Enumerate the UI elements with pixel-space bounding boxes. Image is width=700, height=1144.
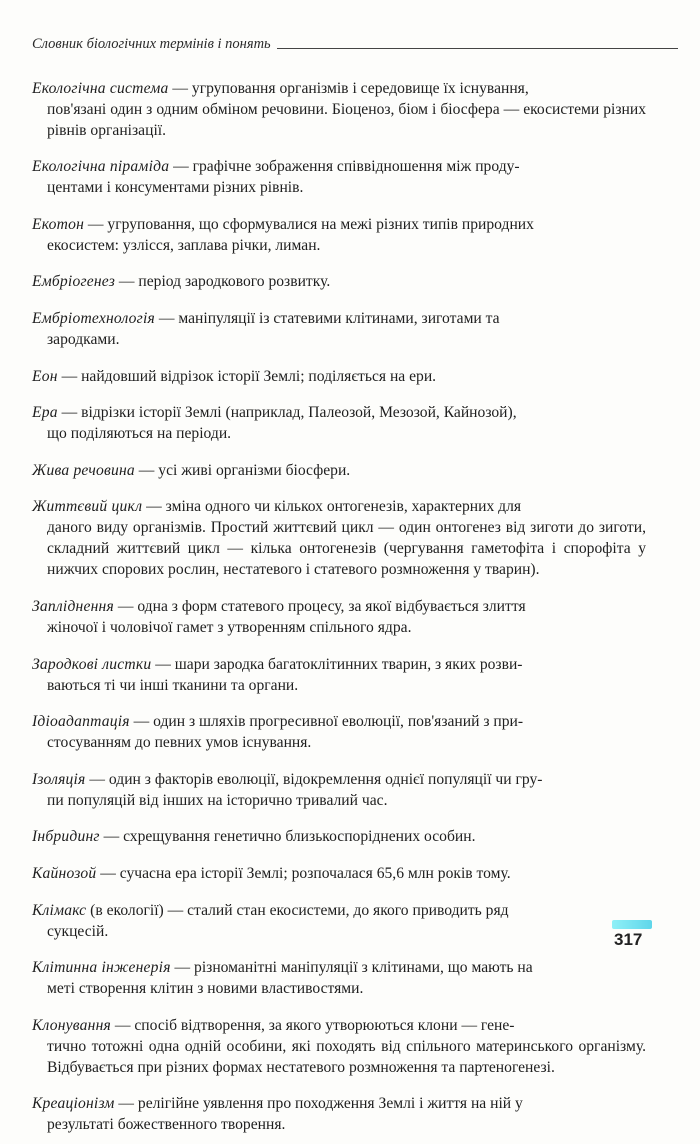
glossary-entry xyxy=(32,366,646,387)
entry-definition-rest: меті створення клітин з новими властивостями. xyxy=(47,980,364,998)
glossary-entry xyxy=(32,402,646,444)
glossary-entry xyxy=(32,308,646,350)
entry-definition-first: — схрещування генетично близькоспоріднених особин. xyxy=(99,828,476,846)
entry-term: Екотон xyxy=(32,215,85,233)
entry-term: Кайнозой xyxy=(32,864,97,882)
entry-term: Екологічна піраміда xyxy=(32,158,170,176)
entry-definition-rest: пов'язані один з одним обміном речовини. Біоценоз, біом і біосфера — екосистеми різних рівнів організації. xyxy=(47,100,646,139)
glossary-entry xyxy=(32,78,646,141)
glossary-entry xyxy=(32,271,646,292)
entry-term: Ембріотехнологія xyxy=(32,309,155,327)
entry-definition-first: (в екології) — сталий стан екосистеми, до якого приводить ряд xyxy=(86,901,509,919)
entry-definition-rest: що поділяються на періоди. xyxy=(47,425,232,443)
entry-definition-first: — графічне зображення співвідношення між проду- xyxy=(169,158,520,176)
entry-term: Запліднення xyxy=(32,597,114,615)
page-number-tab xyxy=(612,920,652,929)
entry-definition-rest: даного виду організмів. Простий життєвий цикл — один онтогенез від зиготи до зиготи, складний життєвий цикл — кілька онтогенезів (чергування гаметофіта і спорофіта у нижчих спорових рослин, нестатевого і статевого розмноження у тварин). xyxy=(47,519,646,579)
glossary-entry xyxy=(32,214,646,256)
entry-term: Клонування xyxy=(32,1016,111,1034)
glossary-entry xyxy=(32,596,646,638)
header-rule xyxy=(277,48,678,49)
entry-definition-first: — шари зародка багатоклітинних тварин, з яких розви- xyxy=(151,655,523,673)
glossary-entry xyxy=(32,900,646,942)
entry-definition-rest: тично тотожні одна одній особини, які походять від спільного материнського організму. Відбувається при різних формах нестатевого розмноження та партеногенезі. xyxy=(47,1037,646,1076)
glossary-entry xyxy=(32,1093,646,1135)
entry-definition-rest: сукцесій. xyxy=(47,922,109,940)
entry-term: Креаціонізм xyxy=(32,1095,115,1113)
header-title: Словник біологічних термінів і понять xyxy=(32,36,271,52)
glossary-entry xyxy=(32,769,646,811)
entry-definition-first: — період зародкового розвитку. xyxy=(115,273,331,291)
entry-term: Ізоляція xyxy=(32,770,86,788)
glossary-entry xyxy=(32,826,646,847)
entry-definition-rest: екосистем: узлісся, заплава річки, лиман. xyxy=(47,236,321,254)
entry-definition-first: — найдовший відрізок історії Землі; поділяється на ери. xyxy=(57,367,437,385)
glossary-entry xyxy=(32,863,646,884)
entry-definition-rest: ваються ті чи інші тканини та органи. xyxy=(47,676,299,694)
entry-term: Ідіоадаптація xyxy=(32,713,130,731)
entry-definition-first: — угруповання організмів і середовище їх існування, xyxy=(168,79,529,97)
entry-definition-first: — сучасна ера історії Землі; розпочалася 65,6 млн років тому. xyxy=(96,864,511,882)
entry-definition-first: — один з шляхів прогресивної еволюції, пов'язаний з при- xyxy=(129,713,524,731)
entry-definition-rest: центами і консументами різних рівнів. xyxy=(47,179,304,197)
glossary-entry xyxy=(32,156,646,198)
entry-term: Клітинна інженерія xyxy=(32,959,171,977)
entry-definition-first: — маніпуляції із статевими клітинами, зиготами та xyxy=(154,309,500,327)
entry-term: Клімакс xyxy=(32,901,87,919)
glossary-entry xyxy=(32,496,646,580)
entry-term: Життєвий цикл xyxy=(32,498,143,516)
entry-definition-rest: пи популяцій від інших на історично тривалий час. xyxy=(47,791,388,809)
glossary-entry xyxy=(32,957,646,999)
entry-definition-rest: стосуванням до певних умов існування. xyxy=(47,734,312,752)
entry-term: Еон xyxy=(32,367,58,385)
entry-definition-first: — зміна одного чи кількох онтогенезів, характерних для xyxy=(142,498,522,516)
entry-definition-first: — угруповання, що сформувалися на межі різних типів природних xyxy=(84,215,534,233)
entry-definition-first: — різноманітні маніпуляції з клітинами, що мають на xyxy=(170,959,533,977)
entry-definition-first: — одна з форм статевого процесу, за якої відбувається злиття xyxy=(113,597,526,615)
entry-definition-first: — усі живі організми біосфери. xyxy=(134,461,351,479)
glossary-entry xyxy=(32,654,646,696)
entry-definition-first: — відрізки історії Землі (наприклад, Палеозой, Мезозой, Кайнозой), xyxy=(57,404,517,422)
entry-term: Жива речовина xyxy=(32,461,135,479)
entry-term: Ембріогенез xyxy=(32,273,115,291)
entry-definition-first: — один з факторів еволюції, відокремлення однієї популяції чи гру- xyxy=(85,770,543,788)
entry-definition-first: — релігійне уявлення про походження Землі і життя на ній у xyxy=(114,1095,523,1113)
entry-definition-rest: результаті божественного творення. xyxy=(47,1116,286,1134)
glossary-entry xyxy=(32,460,646,481)
glossary-entry xyxy=(32,1015,646,1078)
entry-term: Екологічна система xyxy=(32,79,169,97)
page-number: 317 xyxy=(614,930,643,949)
entry-definition-rest: жіночої і чоловічої гамет з утворенням спільного ядра. xyxy=(47,618,412,636)
glossary-entries xyxy=(32,62,646,1144)
glossary-entry xyxy=(32,711,646,753)
entry-definition-first: — спосіб відтворення, за якого утворюються клони — гене- xyxy=(110,1016,515,1034)
entry-term: Інбридинг xyxy=(32,828,100,846)
entry-term: Ера xyxy=(32,404,58,422)
running-header xyxy=(32,36,678,53)
entry-term: Зародкові листки xyxy=(32,655,152,673)
entry-definition-rest: зародками. xyxy=(47,330,120,348)
